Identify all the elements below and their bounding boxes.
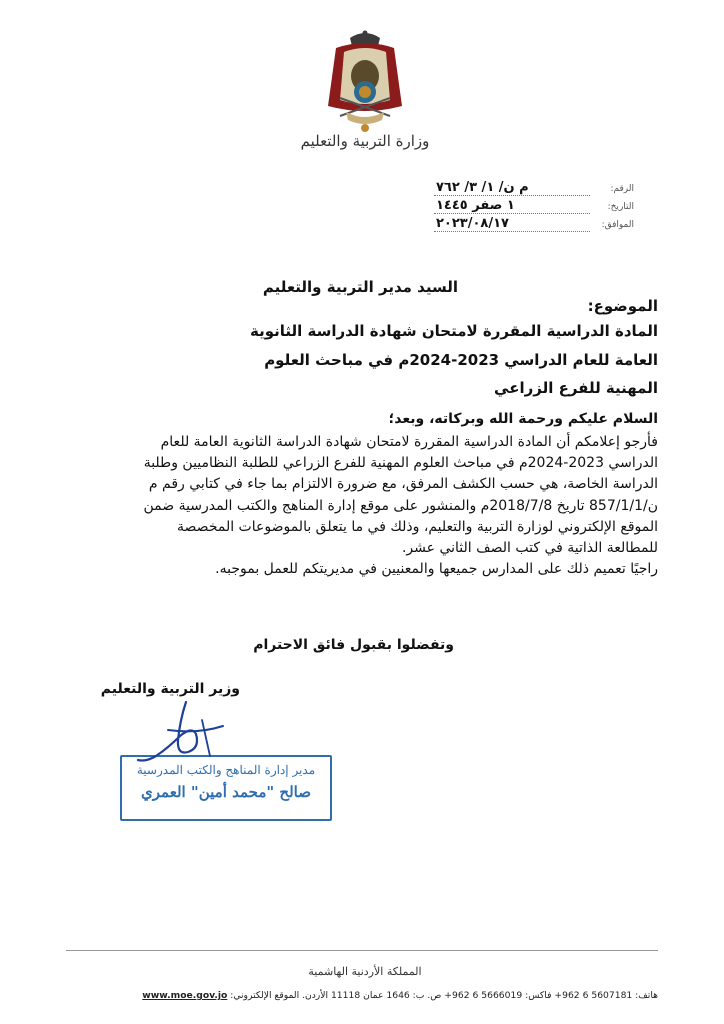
body-line: الدراسة الخاصة، هي حسب الكشف المرفق، مع ضرورة الالتزام بما جاء في كتابي رقم م	[148, 476, 658, 493]
reference-number-row	[434, 180, 634, 198]
reference-corresponding-label: الموافق:	[601, 220, 634, 230]
body-line: للمطالعة الذاتية في كتب الصف الثاني عشر.	[401, 540, 658, 557]
letter-body	[66, 432, 658, 580]
coat-of-arms-emblem	[320, 28, 410, 146]
subject-line: المهنية للفرع الزراعي	[494, 379, 658, 397]
subject-label: الموضوع:	[587, 297, 658, 315]
reference-date-row	[434, 198, 634, 216]
body-line: الدراسي 2023-2024م في مباحث العلوم المهنية للفرع الزراعي للطلبة النظاميين وطلبة	[143, 455, 658, 472]
addressee: السيد مدير التربية والتعليم	[262, 278, 458, 296]
reference-corresponding-row	[434, 216, 634, 234]
body-line: الموقع الإلكتروني لوزارة التربية والتعليم، وذلك في ما يتعلق بالموضوعات المخصصة	[177, 518, 658, 535]
footer-contact-text: هاتف: 5607181 6 962+ فاكس: 5666019 6 962+ ص. ب: 1646 عمان 11118 الأردن. الموقع الإلكتروني:	[230, 990, 658, 1001]
subject-line: المادة الدراسية المقررة لامتحان شهادة الدراسة الثانوية	[249, 322, 658, 340]
body-line: ن/857/1/1 تاريخ 2018/7/8م والمنشور على موقع إدارة المناهج والكتب المدرسية ضمن	[143, 497, 658, 514]
greeting: السلام عليكم ورحمة الله وبركاته، وبعد؛	[388, 411, 658, 427]
reference-date-label: التاريخ:	[607, 202, 634, 212]
subject-line: العامة للعام الدراسي 2023-2024م في مباحث العلوم	[264, 351, 658, 369]
stamp-title: مدير إدارة المناهج والكتب المدرسية	[136, 763, 316, 777]
footer-divider	[66, 950, 658, 951]
reference-number-label: الرقم:	[610, 184, 634, 194]
reference-date-value: ١ صفر ١٤٤٥	[434, 198, 590, 214]
stamp-name: صالح "محمد أمين" العمري	[141, 783, 311, 801]
body-line: فأرجو إعلامكم أن المادة الدراسية المقررة لامتحان شهادة الدراسة الثانوية العامة للعام	[160, 434, 658, 450]
footer-website-link[interactable]: www.moe.gov.jo	[142, 990, 228, 1001]
ministry-name-logo: وزارة التربية والتعليم	[300, 132, 430, 150]
reference-block	[434, 180, 634, 234]
handwritten-signature	[128, 700, 238, 780]
reference-number-value: م ن/ ١/ ٣/ ٧٦٢	[434, 180, 590, 196]
reference-corresponding-value: ٢٠٢٣/٠٨/١٧	[434, 216, 590, 232]
closing-phrase: وتفضلوا بقبول فائق الاحترام	[253, 637, 454, 653]
body-line: راجيًا تعميم ذلك على المدارس جميعها والمعنيين في مديريتكم للعمل بموجبه.	[215, 561, 658, 578]
footer-country-name: المملكة الأردنية الهاشمية	[308, 965, 422, 978]
signatory-title: وزير التربية والتعليم	[100, 681, 240, 697]
footer-contact-info	[66, 990, 658, 1001]
